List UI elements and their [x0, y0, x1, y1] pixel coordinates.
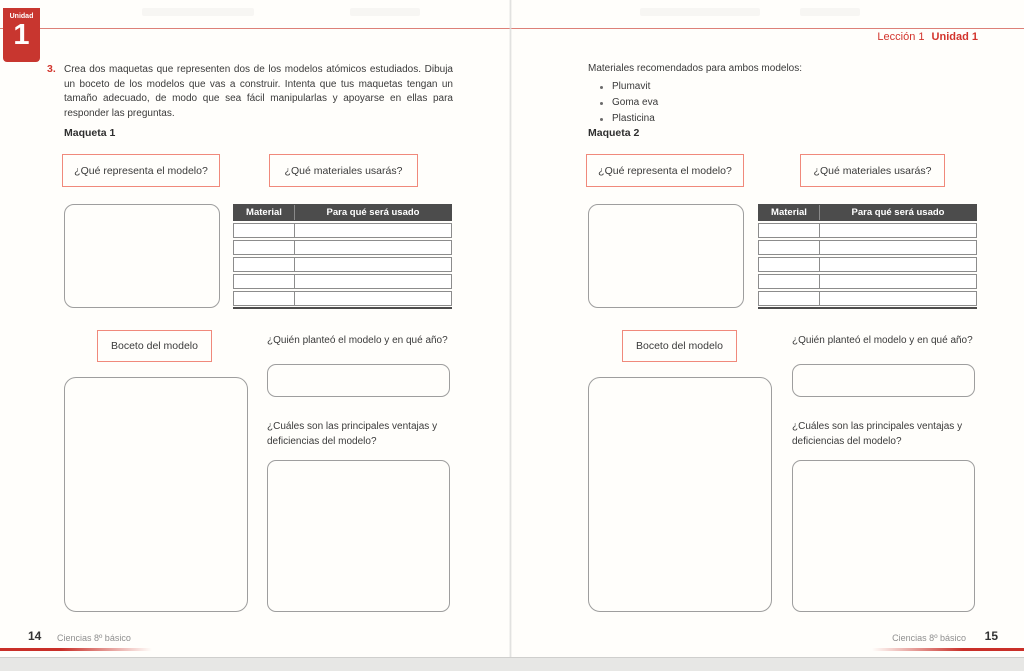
- usage-cell: [820, 275, 976, 288]
- answer-box-author-year: [792, 364, 975, 397]
- material-cell: [234, 241, 295, 254]
- table-empty-row: [233, 274, 452, 289]
- boceto-drawing-box: [588, 377, 772, 612]
- answer-box-author-year: [267, 364, 450, 397]
- table-empty-row: [758, 274, 977, 289]
- material-item: Plasticina: [598, 111, 658, 127]
- table-empty-row: [233, 257, 452, 272]
- material-cell: [759, 292, 820, 305]
- table-empty-row: [758, 257, 977, 272]
- label-box-que-representa: [586, 154, 744, 187]
- page-edge-strip: [0, 657, 1024, 671]
- table-empty-row: [233, 291, 452, 306]
- question-pros-cons: ¿Cuáles son las principales ventajas y deficiencias del modelo?: [792, 421, 963, 447]
- exercise-text: Crea dos maquetas que representen dos de los modelos atómicos estudiados. Dibuja un boceto de los modelos que vas a construir. Intenta que tus maquetas tengan un tamaño adecuado, de modo que sea fácil manipularlas y apoyarse en ellas para responder las preguntas.: [64, 64, 453, 119]
- model-representation-box: [64, 204, 220, 308]
- table-empty-row: [758, 223, 977, 238]
- label-boceto: Boceto del modelo: [636, 340, 723, 352]
- exercise-number: 3.: [47, 63, 56, 75]
- usage-cell: [295, 258, 451, 271]
- label-que-representa: ¿Qué representa el modelo?: [74, 164, 208, 177]
- question-author-year: ¿Quién planteó el modelo y en qué año?: [792, 335, 973, 346]
- label-que-materiales: ¿Qué materiales usarás?: [284, 164, 403, 177]
- material-cell: [234, 224, 295, 237]
- maqueta-2-title: Maqueta 2: [588, 127, 640, 139]
- material-cell: [234, 258, 295, 271]
- header-para-que: Para qué será usado: [851, 207, 945, 218]
- answer-box-pros-cons: [267, 460, 450, 612]
- boceto-drawing-box: [64, 377, 248, 612]
- unit-tab: [3, 8, 40, 62]
- question-author-year: ¿Quién planteó el modelo y en qué año?: [267, 335, 448, 346]
- usage-cell: [295, 292, 451, 305]
- material-cell: [759, 241, 820, 254]
- label-que-materiales: ¿Qué materiales usarás?: [813, 164, 932, 177]
- materials-intro: Materiales recomendados para ambos modelos:: [588, 63, 802, 74]
- label-box-que-materiales: [269, 154, 418, 187]
- table-empty-row: [233, 240, 452, 255]
- usage-cell: [295, 241, 451, 254]
- label-boceto: Boceto del modelo: [111, 340, 198, 352]
- label-box-boceto: [622, 330, 737, 362]
- question-pros-cons: ¿Cuáles son las principales ventajas y deficiencias del modelo?: [267, 421, 438, 447]
- material-cell: [759, 258, 820, 271]
- materials-table-bottom-rule: [233, 307, 452, 309]
- materials-table: [233, 204, 452, 309]
- material-cell: [234, 275, 295, 288]
- header-material: Material: [234, 205, 295, 220]
- footer-rule-left: [0, 648, 152, 651]
- usage-cell: [820, 292, 976, 305]
- header-para-que: Para qué será usado: [326, 207, 420, 218]
- lesson-label: Lección 1: [877, 31, 925, 43]
- page-number-right: 15: [984, 629, 998, 643]
- footer-brand-left: Ciencias 8º básico: [57, 633, 131, 643]
- label-box-que-materiales: [800, 154, 945, 187]
- usage-cell: [295, 275, 451, 288]
- material-item: Goma eva: [598, 95, 658, 111]
- page-left: [0, 0, 510, 657]
- table-empty-row: [758, 240, 977, 255]
- table-empty-row: [758, 291, 977, 306]
- usage-cell: [820, 241, 976, 254]
- unit-tab-word: Unidad: [9, 13, 34, 20]
- spread-gutter: [509, 0, 512, 657]
- material-cell: [759, 224, 820, 237]
- footer-brand-right: Ciencias 8º básico: [892, 633, 966, 643]
- table-empty-row: [233, 223, 452, 238]
- header-material: Material: [759, 205, 820, 220]
- label-box-boceto: [97, 330, 212, 362]
- page-right: [514, 0, 1024, 657]
- materials-table: [758, 204, 977, 309]
- materials-table-bottom-rule: [758, 307, 977, 309]
- usage-cell: [820, 224, 976, 237]
- unit-label: Unidad 1: [931, 31, 978, 43]
- maqueta-1-title: Maqueta 1: [64, 127, 116, 139]
- model-representation-box: [588, 204, 744, 308]
- materials-table-body: [233, 223, 452, 306]
- answer-box-pros-cons: [792, 460, 975, 612]
- usage-cell: [295, 224, 451, 237]
- material-cell: [759, 275, 820, 288]
- materials-table-body: [758, 223, 977, 306]
- materials-table-header: [758, 204, 977, 221]
- material-item: Plumavit: [598, 79, 658, 95]
- material-cell: [234, 292, 295, 305]
- usage-cell: [820, 258, 976, 271]
- label-que-representa: ¿Qué representa el modelo?: [598, 164, 732, 177]
- unit-tab-number: 1: [13, 19, 30, 51]
- label-box-que-representa: [62, 154, 220, 187]
- lesson-header: [877, 31, 978, 43]
- materials-table-header: [233, 204, 452, 221]
- materials-list: [598, 79, 658, 126]
- page-number-left: 14: [28, 629, 42, 643]
- footer-rule-right: [872, 648, 1024, 651]
